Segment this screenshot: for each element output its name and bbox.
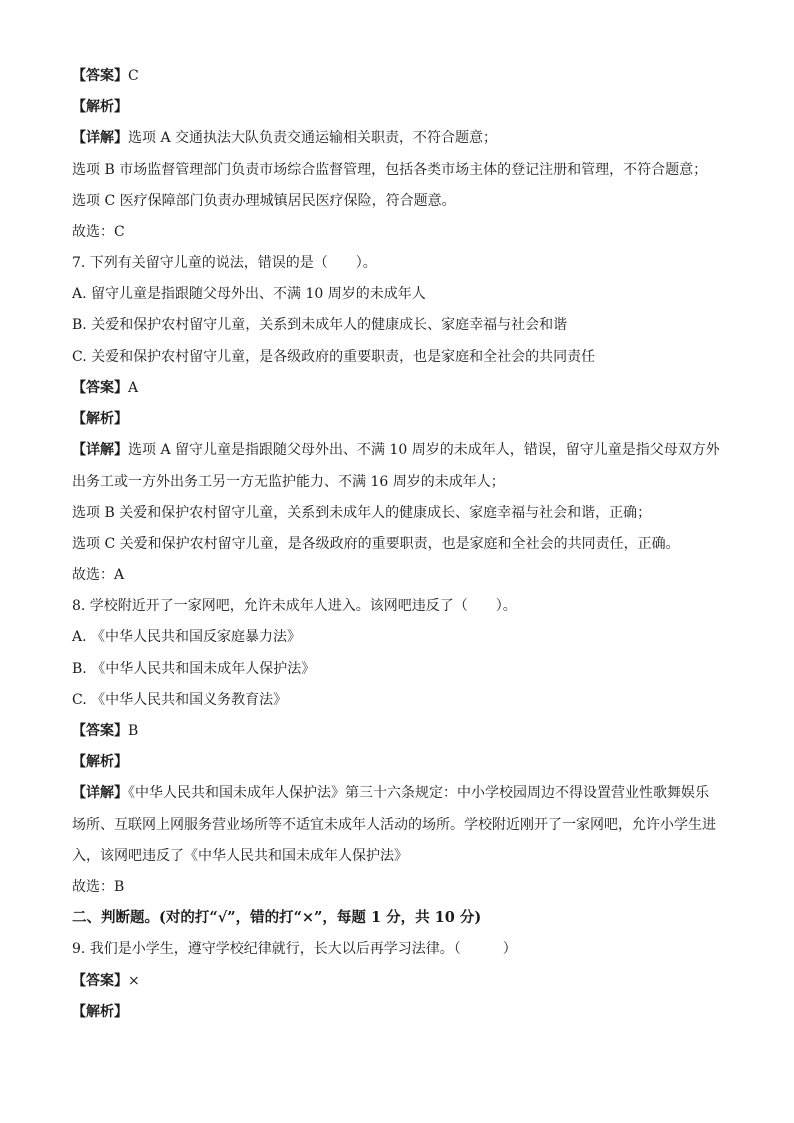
analysis-tag: 【解析】 [72,754,128,770]
q8-option-a: A. 《中华人民共和国反家庭暴力法》 [72,629,302,645]
q6-choice: 故选：C [72,224,125,240]
detail-tag: 【详解】 [72,785,128,801]
answer-tag: 【答案】 [72,380,128,396]
answer-value: C [128,68,139,84]
q8-detail-line-1 [72,783,722,803]
q8-answer-line [72,721,722,741]
detail-tag: 【详解】 [72,130,128,146]
q7-stem: 7. 下列有关留守儿童的说法，错误的是（ ）。 [72,255,377,271]
analysis-tag: 【解析】 [72,99,128,115]
q8-option-b: B. 《中华人民共和国未成年人保护法》 [72,661,316,677]
q7-answer-line [72,378,722,398]
q7-detail-line-2: 出务工或一方外出务工另一方无监护能力、不满 16 周岁的未成年人； [72,474,505,490]
q8-option-c: C. 《中华人民共和国义务教育法》 [72,692,288,708]
q6-detail-line-2: 选项 B 市场监督管理部门负责市场综合监督管理，包括各类市场主体的登记注册和管理，不符合题意； [72,162,708,178]
q6-analysis-tag [72,97,722,117]
section-title: 二、判断题。(对的打“√”，错的打“×”，每题 1 分，共 10 分) [72,909,482,926]
detail-text: 选项 A 留守儿童是指跟随父母外出、不满 10 周岁的未成年人，错误，留守儿童是指父母双方外 [128,442,720,458]
analysis-tag: 【解析】 [72,1004,128,1020]
detail-text: 《中华人民共和国未成年人保护法》第三十六条规定：中小学校园周边不得设置营业性歌舞娱乐 [128,785,709,801]
q6-answer-line [72,66,722,86]
detail-tag: 【详解】 [72,442,128,458]
answer-tag: 【答案】 [72,68,128,84]
q9-stem: 9. 我们是小学生，遵守学校纪律就行，长大以后再学习法律。（ ） [72,941,517,957]
q7-detail-line-1 [72,440,722,460]
q9-analysis-tag [72,1002,722,1022]
analysis-tag: 【解析】 [72,411,128,427]
detail-text: 选项 A 交通执法大队负责交通运输相关职责，不符合题意； [128,130,498,146]
q7-choice: 故选：A [72,567,125,583]
q9-answer-line [72,971,722,991]
answer-tag: 【答案】 [72,723,128,739]
q7-option-c: C. 关爱和保护农村留守儿童，是各级政府的重要职责，也是家庭和全社会的共同责任 [72,349,596,365]
answer-value: × [128,973,140,989]
q8-stem: 8. 学校附近开了一家网吧，允许未成年人进入。该网吧违反了（ ）。 [72,598,517,614]
q6-detail-line-1 [72,128,722,148]
answer-value: A [128,380,139,396]
q7-detail-line-4: 选项 C 关爱和保护农村留守儿童，是各级政府的重要职责，也是家庭和全社会的共同责任，正确。 [72,536,680,552]
q6-detail-line-3: 选项 C 医疗保障部门负责办理城镇居民医疗保险，符合题意。 [72,193,456,209]
q7-detail-line-3: 选项 B 关爱和保护农村留守儿童，关系到未成年人的健康成长、家庭幸福与社会和谐，正确； [72,505,652,521]
q8-detail-line-2: 场所、互联网上网服务营业场所等不适宜未成年人活动的场所。学校附近刚开了一家网吧，允许小学生进 [72,817,716,833]
answer-tag: 【答案】 [72,973,128,989]
q7-option-a: A. 留守儿童是指跟随父母外出、不满 10 周岁的未成年人 [72,286,426,302]
q7-option-b: B. 关爱和保护农村留守儿童，关系到未成年人的健康成长、家庭幸福与社会和谐 [72,317,568,333]
answer-value: B [128,723,139,739]
q8-detail-line-3: 入，该网吧违反了《中华人民共和国未成年人保护法》 [72,848,408,864]
q7-analysis-tag [72,409,722,429]
q8-choice: 故选：B [72,879,125,895]
q8-analysis-tag [72,752,722,772]
